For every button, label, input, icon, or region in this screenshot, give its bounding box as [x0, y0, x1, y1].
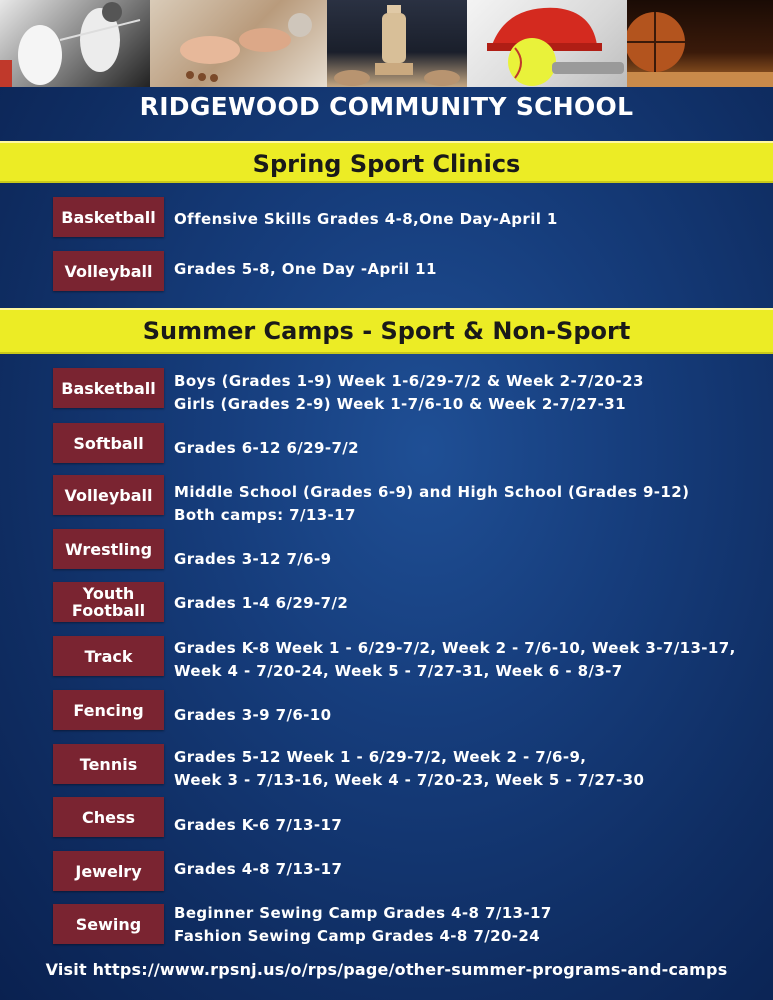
summer-desc-track-2: Week 4 - 7/20-24, Week 5 - 7/27-31, Week 6 - 8/3-7 [174, 662, 623, 680]
summer-badge-tennis: Tennis [53, 744, 164, 784]
summer-badge-youth-football: Youth Football [53, 582, 164, 622]
jewelry-photo [150, 0, 327, 87]
summer-desc-sewing-2: Fashion Sewing Camp Grades 4-8 7/20-24 [174, 927, 541, 945]
summer-badge-softball: Softball [53, 423, 164, 463]
summer-desc-tennis-2: Week 3 - 7/13-16, Week 4 - 7/20-23, Week 5 - 7/27-30 [174, 771, 645, 789]
chess-photo [327, 0, 467, 87]
summer-desc-chess: Grades K-6 7/13-17 [174, 816, 343, 834]
basketball-photo [627, 0, 773, 87]
summer-badge-jewelry: Jewelry [53, 851, 164, 891]
jewelry-photo-icon [150, 0, 327, 87]
summer-desc-volleyball-1: Middle School (Grades 6-9) and High School (Grades 9-12) [174, 483, 690, 501]
summer-desc-sewing-1: Beginner Sewing Camp Grades 4-8 7/13-17 [174, 904, 552, 922]
spring-desc-volleyball: Grades 5-8, One Day -April 11 [174, 260, 437, 278]
spring-desc-basketball: Offensive Skills Grades 4-8,One Day-April 1 [174, 210, 558, 228]
summer-desc-volleyball-2: Both camps: 7/13-17 [174, 506, 356, 524]
school-title: RIDGEWOOD COMMUNITY SCHOOL [139, 92, 634, 121]
softball-photo [467, 0, 627, 87]
summer-desc-wrestling: Grades 3-12 7/6-9 [174, 550, 332, 568]
footer-link[interactable]: Visit https://www.rpsnj.us/o/rps/page/other-summer-programs-and-camps [45, 960, 728, 979]
summer-badge-track: Track [53, 636, 164, 676]
summer-badge-basketball: Basketball [53, 368, 164, 408]
softball-photo-icon [467, 0, 627, 87]
summer-badge-chess: Chess [53, 797, 164, 837]
photo-strip [0, 0, 773, 87]
summer-desc-softball: Grades 6-12 6/29-7/2 [174, 439, 360, 457]
summer-desc-jewelry: Grades 4-8 7/13-17 [174, 860, 343, 878]
summer-desc-track-1: Grades K-8 Week 1 - 6/29-7/2, Week 2 - 7/6-10, Week 3-7/13-17, [174, 639, 736, 657]
summer-badge-fencing: Fencing [53, 690, 164, 730]
summer-desc-fencing: Grades 3-9 7/6-10 [174, 706, 332, 724]
summer-badge-volleyball: Volleyball [53, 475, 164, 515]
spring-badge-volleyball: Volleyball [53, 251, 164, 291]
chess-photo-icon [327, 0, 467, 87]
spring-badge-basketball: Basketball [53, 197, 164, 237]
spring-heading: Spring Sport Clinics [0, 141, 773, 183]
summer-heading: Summer Camps - Sport & Non-Sport [0, 308, 773, 354]
summer-desc-basketball-1: Boys (Grades 1-9) Week 1-6/29-7/2 & Week 2-7/20-23 [174, 372, 644, 390]
summer-badge-wrestling: Wrestling [53, 529, 164, 569]
summer-desc-basketball-2: Girls (Grades 2-9) Week 1-7/6-10 & Week 2-7/27-31 [174, 395, 626, 413]
summer-desc-tennis-1: Grades 5-12 Week 1 - 6/29-7/2, Week 2 - 7/6-9, [174, 748, 587, 766]
fencing-photo-icon [0, 0, 150, 87]
basketball-photo-icon [627, 0, 773, 87]
summer-desc-youth-football: Grades 1-4 6/29-7/2 [174, 594, 349, 612]
summer-badge-sewing: Sewing [53, 904, 164, 944]
fencing-photo [0, 0, 150, 87]
